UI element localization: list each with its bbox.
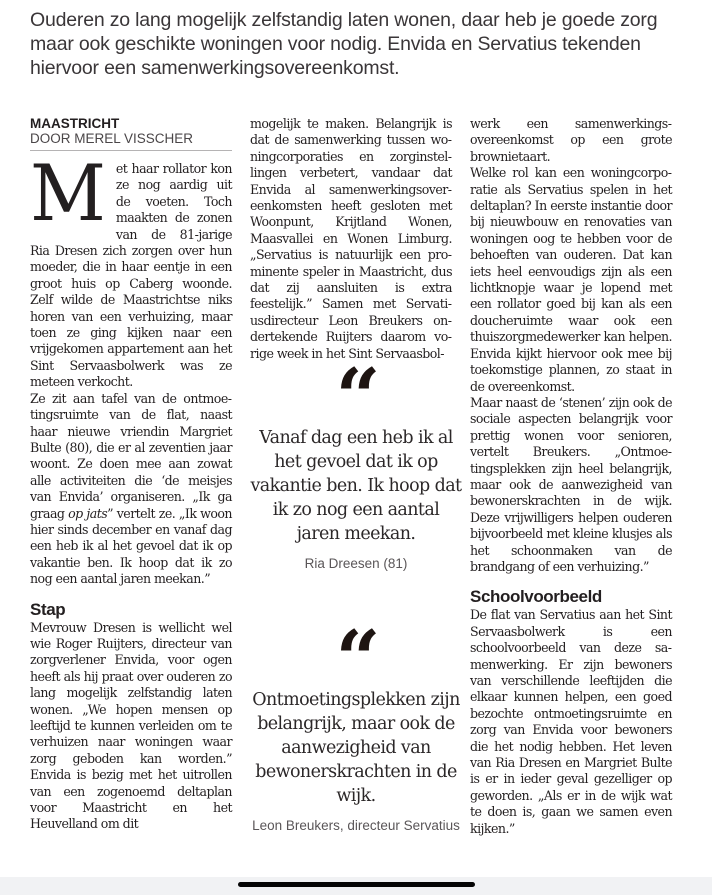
quote-mark-icon: “ bbox=[335, 352, 377, 443]
pull-quote-attribution: Leon Breukers, directeur Servatius bbox=[252, 818, 460, 833]
paragraph-text: ” vertelt ze. „Ik woon hier sinds december en vanaf dag een heb ik al het gevoel dat ik op vakantie ben. Ik hoop dat ik zo nog een aantal jaren meekan.” bbox=[30, 505, 232, 587]
paragraph-opening bbox=[29, 149, 232, 391]
paragraph: mogelijk te maken. Belangrijk is dat de samenwerking tussen woningcorporaties en zorginstellingen verbetert, vandaar dat Envida al samenwerkingsovereenkomsten heeft gesloten met Woonpunt, Krijtland Wonen, Maasvallei en Wonen Limburg. „Servatius is natuurlijk een prominente speler in Maastricht, dus dat zij aansluiten is extra feestelijk.” Samen met Servatiusdirecteur Leon Breukers ondertekende Ruijters daarom vorige week in het Sint Servaasbol- bbox=[250, 116, 452, 361]
article-column-1 bbox=[30, 116, 232, 833]
paragraph: Mevrouw Dresen is wellicht wel wie Roger Ruijters, directeur van zorgverlener Envida, voor ogen heeft als hij praat over ouderen zo lang mogelijk zelfstandig laten wonen. „We hopen mensen op leeftijd te kunnen verleiden om te verhuizen naar woningen waar zorg geboden kan worden.” Envida is bezig met het uitrollen van een zogenoemd deltaplan voor Maastricht en het Heuvelland om dit bbox=[30, 619, 232, 832]
article-intro: Ouderen zo lang mogelijk zelfstandig laten wonen, daar heb je goede zorg maar ook geschikte woningen voor nodig. Envida en Servatius tekenden hiervoor een samenwerkingsovereenkomst. bbox=[30, 9, 658, 79]
paragraph-text: Ze zit aan tafel van de ontmoetingsruimte van de flat, naast haar nieuwe vriendin Margriet Bulte (80), die er al zeventien jaar woont. Ze doen mee aan zowat alle activiteiten die ‘de meisjes van Envida’ organiseren. „Ik ga graag bbox=[30, 390, 232, 521]
dateline: MAASTRICHT bbox=[30, 116, 120, 131]
paragraph: werk een samenwerkingsovereenkomst op een grote brownietaart. bbox=[470, 116, 672, 164]
drop-cap: M bbox=[29, 149, 106, 239]
quote-mark-icon: “ bbox=[335, 614, 377, 705]
paragraph-text: et haar rollator kon ze nog aardig uit de voeten. Toch maakten de zonen van de 81-jarige Ria Dresen zich zorgen over hun moeder, die in haar eentje in een groot huis op Caberg woonde. Zelf wilde de Maastrichtse niks horen van een verhuizing, maar toen ze ging kijken naar een vrijgekomen appartement aan het Sint Servaasbolwerk was ze meteen verkocht. bbox=[30, 161, 232, 390]
paragraph: Maar naast de ‘stenen’ zijn ook de sociale aspecten belangrijk voor prettig wonen voor senioren, vertelt Breukers. „Ontmoetingsplekken zijn heel belangrijk, maar ook de aanwezigheid van bewonerskrachten in de wijk. Deze vrijwilligers helpen ouderen bijvoorbeeld met kleine klusjes als het schoonmaken van de brandgang of een verhuizing.” bbox=[470, 394, 672, 574]
pull-quote-1 bbox=[250, 352, 462, 571]
paragraph bbox=[30, 391, 232, 588]
pull-quote-attribution: Ria Dreesen (81) bbox=[304, 556, 408, 571]
paragraph: Welke rol kan een woningcorporatie als Servatius spelen in het deltaplan? In eerste instantie door bij nieuwbouw en renovaties van woningen oog te hebben voor de behoeften van ouderen. Dat kan iets heel eenvoudigs zijn als een lichtknopje waar je lopend met een rollator goed bij kan als een doucheruimte waar ook een thuiszorgmedewerker kan helpen. Envida kijkt hiervoor ook mee bij toekomstige plannen, zo staat in de overeenkomst. bbox=[470, 165, 672, 394]
article-column-2 bbox=[250, 116, 452, 362]
byline: DOOR MEREL VISSCHER bbox=[30, 131, 232, 151]
italic-phrase: op jats bbox=[68, 505, 108, 521]
article-column-3 bbox=[470, 116, 672, 837]
paragraph: De flat van Servatius aan het Sint Servaasbolwerk is een schoolvoorbeeld van deze samenwerking. Er zijn bewoners van verschillende leeftijden die elkaar kunnen helpen, een goed bezochte ontmoetingsruimte en zorg van Envida voor bewoners die het nodig hebben. Het leven van Ria Dresen en Margriet Bulte is er in ieder geval gezelliger op geworden. „Als er in de wijk wat te doen is, gaan we samen even kijken.” bbox=[470, 607, 672, 836]
pull-quote-text: Vanaf dag een heb ik al het gevoel dat ik op vakantie ben. Ik hoop dat ik zo nog een aantal jaren meekan. bbox=[250, 428, 462, 544]
pull-quote-text: Ontmoetingsplekken zijn belangrijk, maar ook de aanwezigheid van bewonerskrachten in de wijk. bbox=[252, 690, 460, 806]
subheading-schoolvoorbeeld: Schoolvoorbeeld bbox=[470, 587, 602, 607]
home-indicator[interactable] bbox=[238, 882, 475, 887]
subheading-stap: Stap bbox=[30, 599, 66, 619]
pull-quote-2 bbox=[250, 614, 462, 833]
